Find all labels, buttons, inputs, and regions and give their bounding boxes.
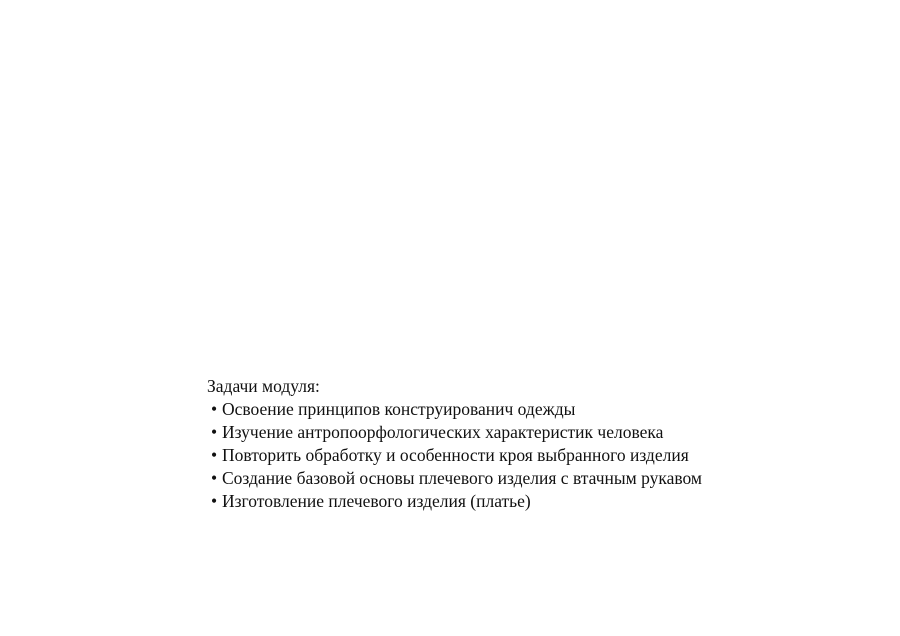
bullet-icon: • [211,444,218,465]
bullet-icon: • [211,490,218,511]
module-tasks-heading: Задачи модуля: [207,376,320,396]
task-text: Повторить обработку и особенности кроя выбранного изделия [222,444,689,465]
task-text: Освоение принципов конструированич одежды [222,398,576,419]
task-text: Изучение антропоорфологических характеристик человека [222,421,664,442]
task-text: Создание базовой основы плечевого изделия с втачным рукавом [222,467,702,488]
module-tasks-section [207,375,847,513]
bullet-icon: • [211,421,218,442]
list-item [207,444,847,467]
task-text: Изготовление плечевого изделия (платье) [222,490,531,511]
list-item [207,398,847,421]
module-tasks-list [207,398,847,513]
list-item [207,421,847,444]
list-item [207,490,847,513]
bullet-icon: • [211,398,218,419]
bullet-icon: • [211,467,218,488]
list-item [207,467,847,490]
